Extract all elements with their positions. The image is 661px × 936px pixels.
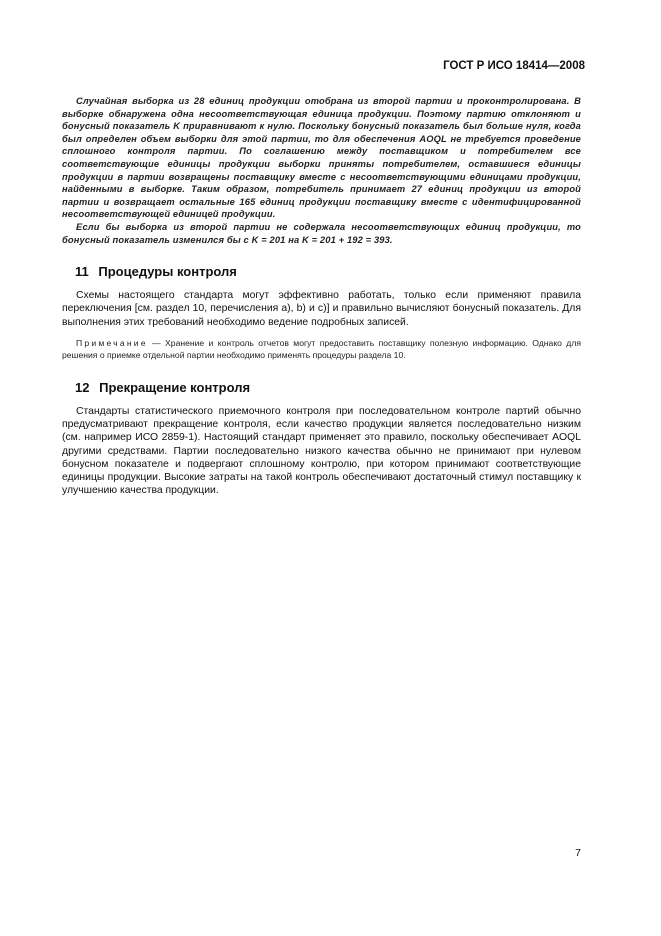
page-content — [62, 95, 581, 497]
note-text: — Хранение и контроль отчетов могут предоставить поставщику полезную информацию. Однако для решения о приемке отдельной партии необходимо применять процедуры раздела 10. — [62, 337, 581, 361]
document-header: ГОСТ Р ИСО 18414—2008 — [443, 60, 585, 72]
section-11-note — [62, 337, 581, 362]
section-11-text: Схемы настоящего стандарта могут эффективно работать, только если применяют правила переключения [см. раздел 10, перечисления a), b) и c)] и правильно вычисляют бонусный показатель. Для выполнения этих требований необходимо ведение подробных записей. — [62, 290, 581, 328]
page-number: 7 — [575, 847, 581, 859]
section-11-number: 11 — [75, 264, 89, 280]
section-12-number: 12 — [75, 379, 90, 395]
section-11-heading — [75, 264, 581, 279]
section-12-title: Прекращение контроля — [99, 379, 251, 395]
section-11-title: Процедуры контроля — [98, 264, 237, 280]
example-paragraph-1: Случайная выборка из 28 единиц продукции отобрана из второй партии и проконтролирована. В выборке обнаружена одна несоответствующая единица продукции. Поэтому партию отклоняют и бонусный показатель K приравнивают к нулю. Поскольку бонусный показатель был больше нуля, когда был определен объем выборки для этой партии, то для обеспечения AOQL не требуется проведение сплошного контроля партии. По соглашению между поставщиком и потребителем все соответствующие единицы продукции выборки приняты потребителем, оставшиеся единицы продукции в партии возвращены поставщику вместе с несоответствующими единицами продукции, найденными в выборке. Таким образом, потребитель принимает 27 единиц продукции из второй партии и возвращает остальные 165 единиц продукции поставщику вместе с идентифицированной несоответствующей единицей продукции. — [62, 96, 581, 220]
note-label: Примечание — [76, 337, 148, 348]
example-paragraph-2: Если бы выборка из второй партии не содержала несоответствующих единиц продукции, то бонусный показатель изменился бы с K = 201 на K = 201 + 192 = 393. — [62, 221, 581, 245]
section-12-text: Стандарты статистического приемочного контроля при последовательном контроле партий обычно предусматривают прекращение контроля, если качество продукции является последовательно низким (см. например ИСО 2859-1). Настоящий стандарт применяет это правило, поскольку обеспечивает AOQL другими средствами. Партии последовательно низкого качества обычно не принимают при нулевом бонусном показателе и подвергают сплошному контролю, при котором принимают соответствующие единицы продукции. Высокие затраты на такой контроль обеспечивают достаточный стимул поставщику к улучшению качества продукции. — [62, 405, 581, 497]
example-block — [62, 95, 581, 246]
section-12-heading — [75, 380, 581, 395]
